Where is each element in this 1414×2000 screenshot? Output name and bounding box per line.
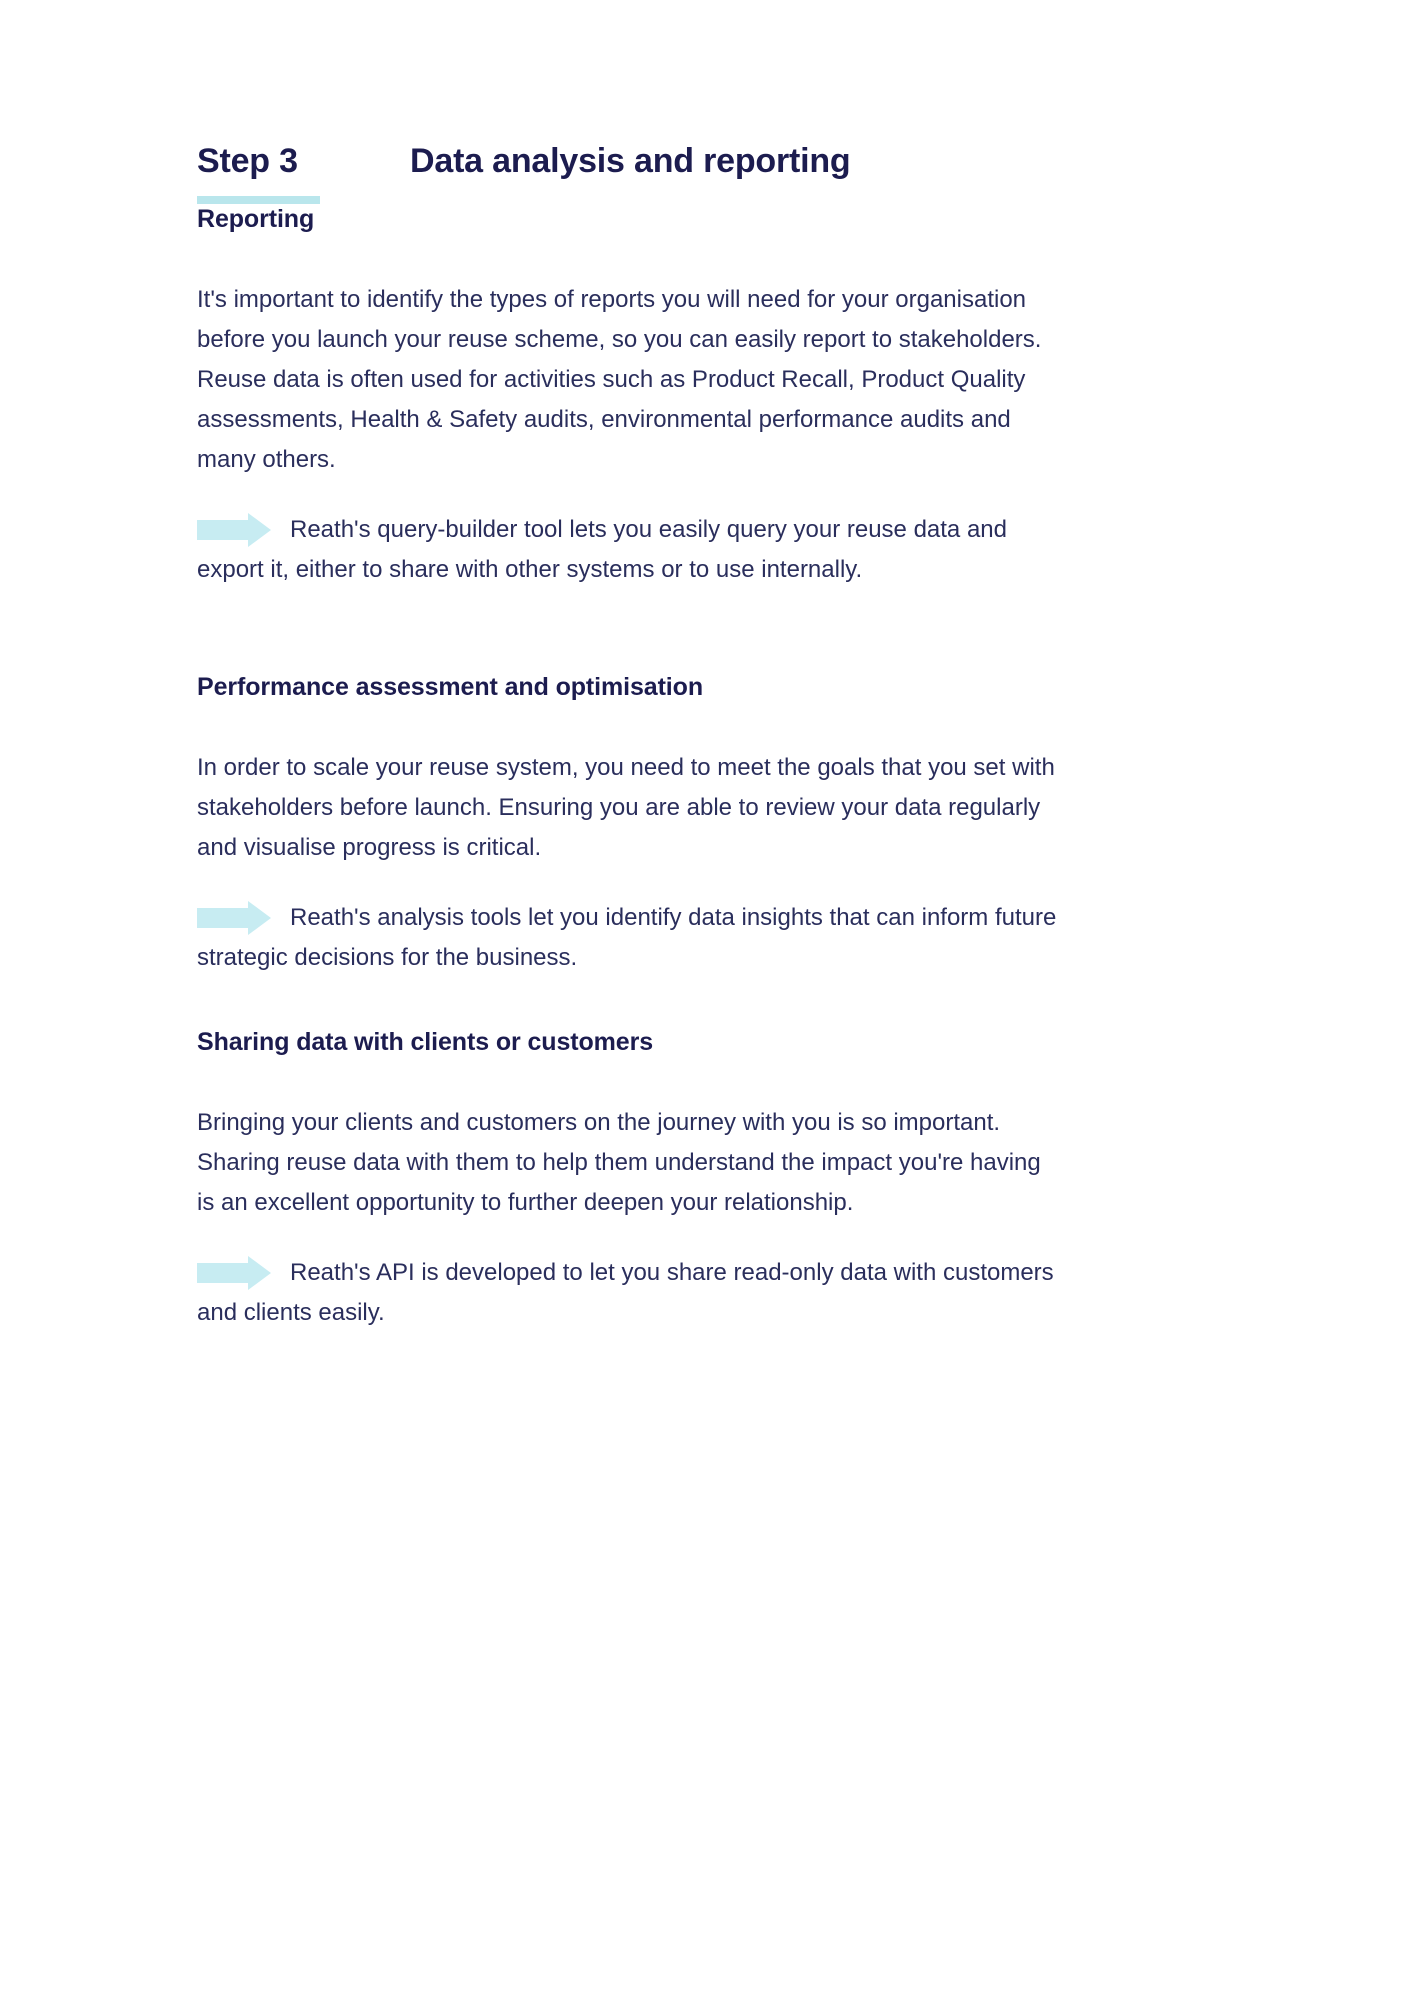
arrow-right-icon (197, 1256, 271, 1290)
body-line: It's important to identify the types of reports you will need for your organisation (197, 286, 1027, 313)
section-body (197, 748, 1284, 868)
section-body (197, 1103, 1284, 1223)
callout-text: Reath's analysis tools let you identify data insights that can inform future (290, 904, 1057, 931)
callout-performance (197, 898, 1284, 978)
body-line: In order to scale your reuse system, you need to meet the goals that you set with (197, 754, 1055, 781)
callout-first-line (197, 1253, 1284, 1293)
body-line: Bringing your clients and customers on the journey with you is so important. (197, 1109, 1001, 1136)
section-performance (197, 672, 1284, 978)
page-title-row (197, 142, 1284, 180)
callout-reporting (197, 510, 1284, 590)
accent-underline (197, 196, 320, 204)
callout-text: Reath's API is developed to let you share read-only data with customers (290, 1259, 1054, 1286)
callout-text: export it, either to share with other systems or to use internally. (197, 556, 863, 583)
arrow-right-icon (197, 901, 271, 935)
section-heading: Sharing data with clients or customers (197, 1028, 654, 1056)
section-reporting (197, 204, 1284, 590)
callout-sharing-data (197, 1253, 1284, 1333)
callout-text: and clients easily. (197, 1299, 385, 1326)
callout-first-line (197, 510, 1284, 550)
body-line: Reuse data is often used for activities such as Product Recall, Product Quality (197, 366, 1026, 393)
callout-text: strategic decisions for the business. (197, 944, 578, 971)
body-line: is an excellent opportunity to further deepen your relationship. (197, 1189, 854, 1216)
page-title: Data analysis and reporting (410, 142, 851, 180)
body-line: many others. (197, 446, 336, 473)
section-heading: Reporting (197, 205, 315, 233)
body-line: before you launch your reuse scheme, so you can easily report to stakeholders. (197, 326, 1042, 353)
arrow-right-icon (197, 513, 271, 547)
section-sharing-data (197, 1027, 1284, 1333)
body-line: assessments, Health & Safety audits, environmental performance audits and (197, 406, 1011, 433)
body-line: Sharing reuse data with them to help them understand the impact you're having (197, 1149, 1041, 1176)
body-line: stakeholders before launch. Ensuring you are able to review your data regularly (197, 794, 1041, 821)
body-line: and visualise progress is critical. (197, 834, 542, 861)
step-label: Step 3 (197, 142, 298, 180)
section-heading: Performance assessment and optimisation (197, 673, 703, 701)
callout-text: Reath's query-builder tool lets you easily query your reuse data and (290, 516, 1007, 543)
section-body (197, 280, 1284, 480)
callout-first-line (197, 898, 1284, 938)
